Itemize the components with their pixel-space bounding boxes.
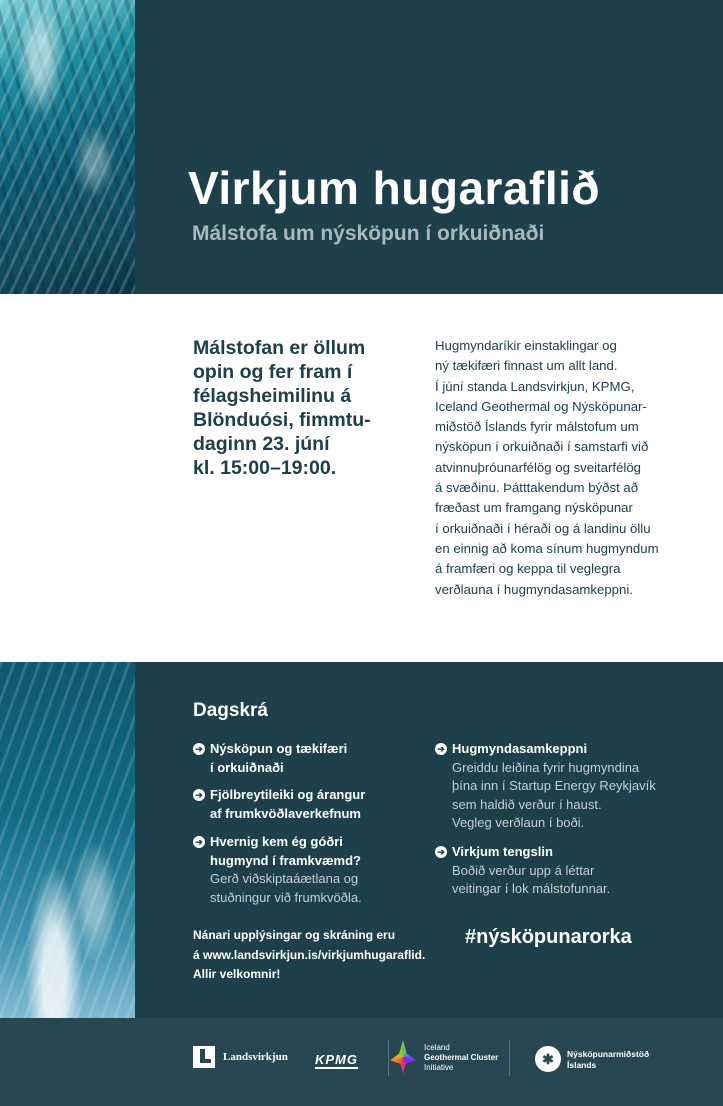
ocean-wave-image	[0, 662, 135, 1032]
program-item: ➔ Hugmyndasamkeppni Greiddu leiðina fyrir hugmyndina þína inn í Startup Energy Reykjavík sem haldið verður í haust. Vegleg verðlaun í boði.	[435, 740, 656, 833]
arrow-circle-icon: ➔	[435, 743, 447, 755]
intro-paragraph: Hugmyndaríkir einstaklingar og ný tækifæri finnast um allt land. Í júní standa Landsvirkjun, KPMG, Iceland Geothermal og Nýsköpunar- miðstöð Íslands fyrir málstofum um nýsköpun í orkuiðnaði í samstarfi við atvinnuþróunarfélög og sveitarfélög á svæðinu. Þátttakendum býðst að fræðast um framgang nýsköpunar í orkuiðnaði í héraði og á landinu öllu en einnig að koma sínum hugmyndum á framfæri og keppa til veglegra verðlauna í hugmyndasamkeppni.	[435, 338, 659, 597]
registration-info: Nánari upplýsingar og skráning eru á www.landsvirkjun.is/virkjumhugaraflid. Allir velkomnir!	[193, 928, 426, 981]
registration-link[interactable]: á www.landsvirkjun.is/virkjumhugaraflid.	[193, 947, 426, 962]
kpmg-logo: KPMG	[315, 1052, 358, 1067]
arrow-circle-icon: ➔	[193, 836, 205, 848]
page-title: Virkjum hugaraflið	[188, 162, 601, 214]
arrow-circle-icon: ➔	[193, 789, 205, 801]
page-subtitle: Málstofa um nýsköpun í orkuiðnaði	[192, 222, 545, 245]
nmi-logo: ✱ Nýsköpunarmiðstöð Íslands	[535, 1046, 675, 1076]
arrow-circle-icon: ➔	[435, 846, 447, 858]
event-details: Málstofan er öllum opin og fer fram í félagsheimilinu á Blönduósi, fimmtu- daginn 23. júní kl. 15:00–19:00.	[193, 337, 371, 479]
program-item: ➔ Hvernig kem ég góðri hugmynd í framkvæmd? Gerð viðskiptaáætlana og stuðningur við frumkvöðla.	[193, 833, 362, 907]
gear-icon: ✱	[535, 1046, 561, 1072]
program-item: ➔ Virkjum tengslin Boðið verður upp á léttar veitingar í lok málstofunnar.	[435, 843, 610, 899]
iceland-geothermal-logo: Iceland Geothermal Cluster Initiative	[390, 1038, 510, 1078]
landsvirkjun-logo: Landsvirkjun	[193, 1046, 303, 1070]
ocean-wave-image	[0, 0, 135, 294]
logo-divider	[509, 1040, 510, 1076]
arrow-circle-icon: ➔	[193, 743, 205, 755]
hashtag: #nýsköpunarorka	[465, 926, 632, 948]
program-item: ➔ Fjölbreytileiki og árangur af frumkvöðlaverkefnum	[193, 786, 365, 823]
hero-banner	[0, 0, 723, 294]
landsvirkjun-mark-icon	[193, 1046, 215, 1068]
sponsor-footer	[0, 1018, 723, 1106]
starburst-icon	[390, 1040, 416, 1074]
program-heading: Dagskrá	[193, 700, 268, 721]
program-item: ➔ Nýsköpun og tækifæri í orkuiðnaði	[193, 740, 347, 777]
logo-divider	[388, 1040, 389, 1076]
